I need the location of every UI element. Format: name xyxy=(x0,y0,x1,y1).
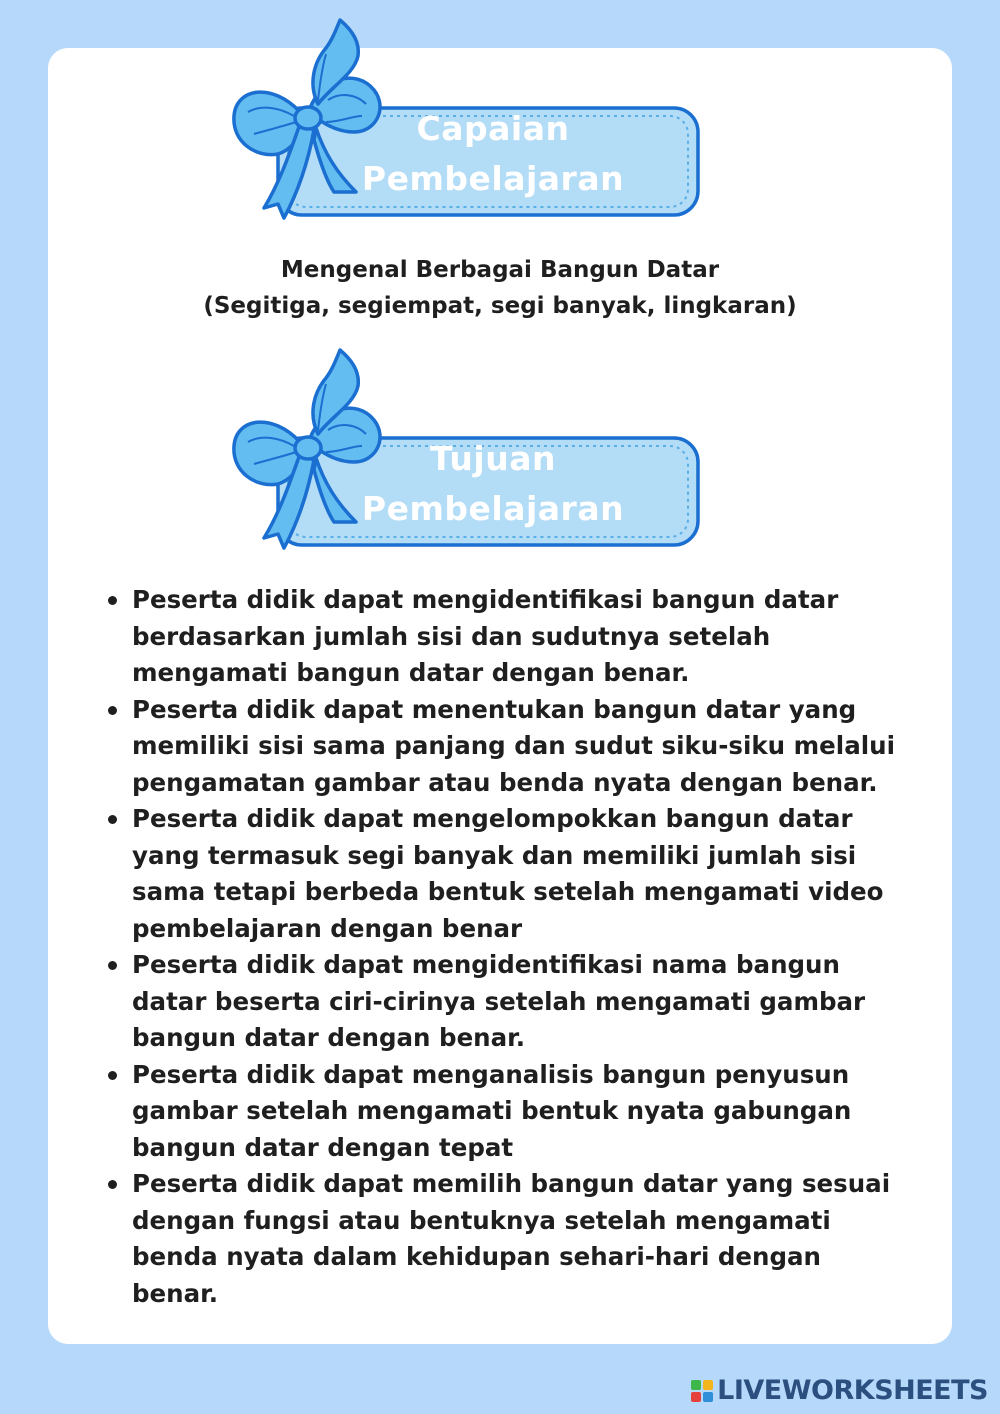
learning-outcome-text xyxy=(0,252,1000,324)
learning-goals-list xyxy=(100,582,900,1312)
banner-tujuan-title-line1: Tujuan xyxy=(430,439,556,478)
banner-capaian xyxy=(228,12,704,222)
banner-capaian-title-line2: Pembelajaran xyxy=(361,159,625,198)
banner-tujuan xyxy=(228,342,704,552)
goal-item: Peserta didik dapat mengelompokkan bangun datar yang termasuk segi banyak dan memiliki jumlah sisi sama tetapi berbeda bentuk setelah mengamati video pembelajaran dengan benar xyxy=(100,801,900,947)
goal-item: Peserta didik dapat memilih bangun datar yang sesuai dengan fungsi atau bentuknya setelah mengamati benda nyata dalam kehidupan sehari-hari dengan benar. xyxy=(100,1166,900,1312)
brand-name: LIVEWORKSHEETS xyxy=(717,1375,988,1406)
liveworksheets-logo-icon xyxy=(691,1380,713,1402)
goal-item: Peserta didik dapat menganalisis bangun penyusun gambar setelah mengamati bentuk nyata gabungan bangun datar dengan tepat xyxy=(100,1057,900,1167)
goal-item: Peserta didik dapat mengidentifikasi nama bangun datar beserta ciri-cirinya setelah mengamati gambar bangun datar dengan benar. xyxy=(100,947,900,1057)
banner-tujuan-title-line2: Pembelajaran xyxy=(361,489,625,528)
learning-outcome-line2: (Segitiga, segiempat, segi banyak, lingkaran) xyxy=(203,293,797,319)
goal-item: Peserta didik dapat menentukan bangun datar yang memiliki sisi sama panjang dan sudut siku-siku melalui pengamatan gambar atau benda nyata dengan benar. xyxy=(100,692,900,802)
banner-capaian-title-line1: Capaian xyxy=(416,109,570,148)
goal-item: Peserta didik dapat mengidentifikasi bangun datar berdasarkan jumlah sisi dan sudutnya setelah mengamati bangun datar dengan benar. xyxy=(100,582,900,692)
liveworksheets-brand xyxy=(691,1375,988,1406)
learning-outcome-line1: Mengenal Berbagai Bangun Datar xyxy=(280,257,720,283)
